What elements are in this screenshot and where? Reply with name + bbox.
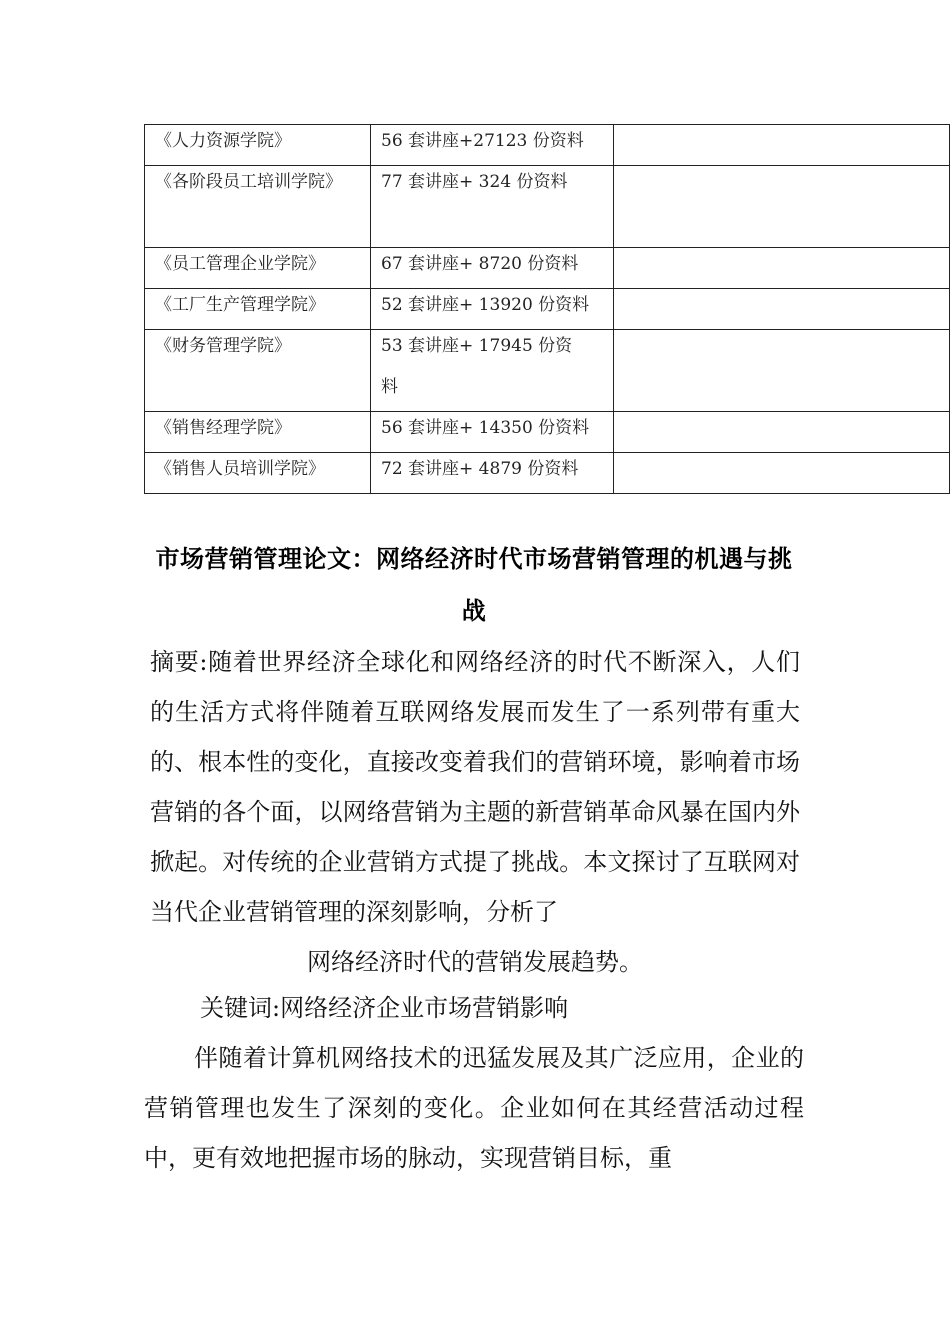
course-note-cell: [614, 412, 950, 453]
course-name-cell: 《各阶段员工培训学院》: [145, 166, 371, 248]
course-note-cell: [614, 248, 950, 289]
course-note-cell: [614, 125, 950, 166]
course-table: [144, 124, 950, 494]
course-name-cell: 《工厂生产管理学院》: [145, 289, 371, 330]
table-row: [145, 248, 950, 289]
course-content-cell: 52 套讲座+ 13920 份资料: [371, 289, 614, 330]
course-content-cell: 53 套讲座+ 17945 份资料: [371, 330, 614, 412]
course-note-cell: [614, 289, 950, 330]
course-name-cell: 《财务管理学院》: [145, 330, 371, 412]
table-row: [145, 125, 950, 166]
table-row: [145, 412, 950, 453]
course-name-cell: 《人力资源学院》: [145, 125, 371, 166]
course-name-cell: 《员工管理企业学院》: [145, 248, 371, 289]
course-note-cell: [614, 330, 950, 412]
table-row: [145, 330, 950, 412]
article-title: 市场营销管理论文：网络经济时代市场营销管理的机遇与挑战: [155, 544, 793, 625]
table-row: [145, 166, 950, 248]
table-row: [145, 453, 950, 494]
keywords: 关键词:网络经济企业市场营销影响: [200, 994, 569, 1022]
abstract-last-line: 网络经济时代的营销发展趋势。: [307, 948, 643, 976]
course-content-cell: 67 套讲座+ 8720 份资料: [371, 248, 614, 289]
abstract: [150, 637, 800, 987]
course-note-cell: [614, 453, 950, 494]
course-name-cell: 《销售人员培训学院》: [145, 453, 371, 494]
course-content-cell: 72 套讲座+ 4879 份资料: [371, 453, 614, 494]
course-content-cell: 77 套讲座+ 324 份资料: [371, 166, 614, 248]
course-content-cell: 56 套讲座+ 14350 份资料: [371, 412, 614, 453]
course-content-cell: 56 套讲座+27123 份资料: [371, 125, 614, 166]
table-row: [145, 289, 950, 330]
course-note-cell: [614, 166, 950, 248]
course-name-cell: 《销售经理学院》: [145, 412, 371, 453]
body-paragraph: 伴随着计算机网络技术的迅猛发展及其广泛应用，企业的营销管理也发生了深刻的变化。企业如何在其经营活动过程中，更有效地把握市场的脉动，实现营销目标，重: [144, 1044, 804, 1172]
abstract-text: 摘要:随着世界经济全球化和网络经济的时代不断深入，人们的生活方式将伴随着互联网络发展而发生了一系列带有重大的、根本性的变化，直接改变着我们的营销环境，影响着市场营销的各个面，以网络营销为主题的新营销革命风暴在国内外掀起。对传统的企业营销方式提了挑战。本文探讨了互联网对当代企业营销管理的深刻影响，分析了: [150, 648, 800, 926]
